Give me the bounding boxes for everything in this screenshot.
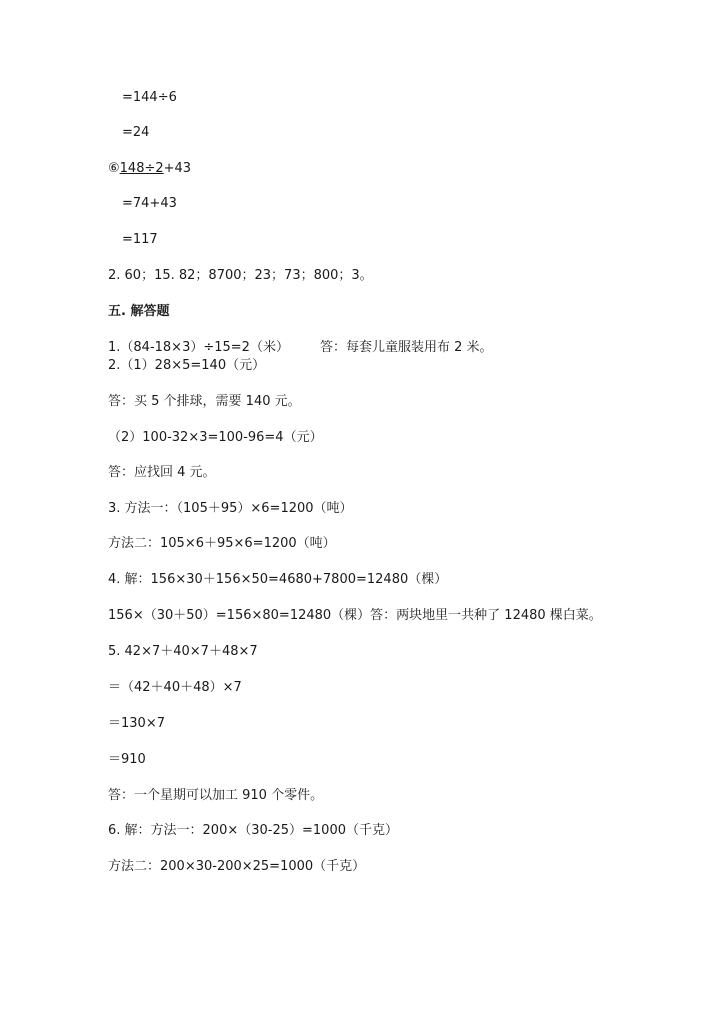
- circled-number-6: ⑥: [108, 161, 120, 176]
- problem-5-line-2: ＝（42＋40＋48）×7: [108, 680, 242, 695]
- problem-1-answer: 答：每套儿童服装用布 2 米。: [320, 340, 493, 355]
- problem-5-answer: 答：一个星期可以加工 910 个零件。: [108, 788, 324, 803]
- problem-2-part-1: 2.（1）28×5=140（元）: [108, 358, 266, 373]
- problem-5-line-1: 5. 42×7＋40×7＋48×7: [108, 644, 258, 659]
- problem-6-method-1: 6. 解：方法一：200×（30-25）=1000（千克）: [108, 823, 398, 838]
- problem-4-solution: 4. 解：156×30＋156×50=4680+7800=12480（棵）: [108, 572, 448, 587]
- calc-line-24: =24: [122, 125, 150, 140]
- section-heading: 五. 解答题: [108, 304, 170, 319]
- problem-4-alt-and-answer: 156×（30＋50）=156×80=12480（棵）答：两块地里一共种了 12480 棵白菜。: [108, 608, 602, 623]
- calc-problem-6: [108, 161, 191, 177]
- expression-rest: +43: [163, 161, 192, 176]
- calc-line-74-plus-43: =74+43: [122, 196, 177, 211]
- problem-3-method-1: 3. 方法一：（105＋95）×6=1200（吨）: [108, 501, 353, 516]
- answer-list-2: 2. 60；15. 82；8700；23；73；800；3。: [108, 268, 373, 283]
- underlined-expression: 148÷2: [119, 161, 164, 176]
- problem-2-part-1-answer: 答：买 5 个排球，需要 140 元。: [108, 394, 301, 409]
- problem-6-method-2: 方法二：200×30-200×25=1000（千克）: [108, 859, 366, 874]
- calc-line-117: =117: [122, 232, 158, 247]
- problem-2-part-2: （2）100-32×3=100-96=4（元）: [108, 430, 323, 445]
- problem-5-line-3: ＝130×7: [108, 716, 165, 731]
- problem-5-line-4: ＝910: [108, 752, 146, 767]
- calc-line-144-div-6: =144÷6: [122, 90, 177, 105]
- problem-2-part-2-answer: 答：应找回 4 元。: [108, 465, 216, 480]
- problem-1-calc: 1.（84-18×3）÷15=2（米）: [108, 340, 289, 355]
- problem-3-method-2: 方法二：105×6＋95×6=1200（吨）: [108, 536, 336, 551]
